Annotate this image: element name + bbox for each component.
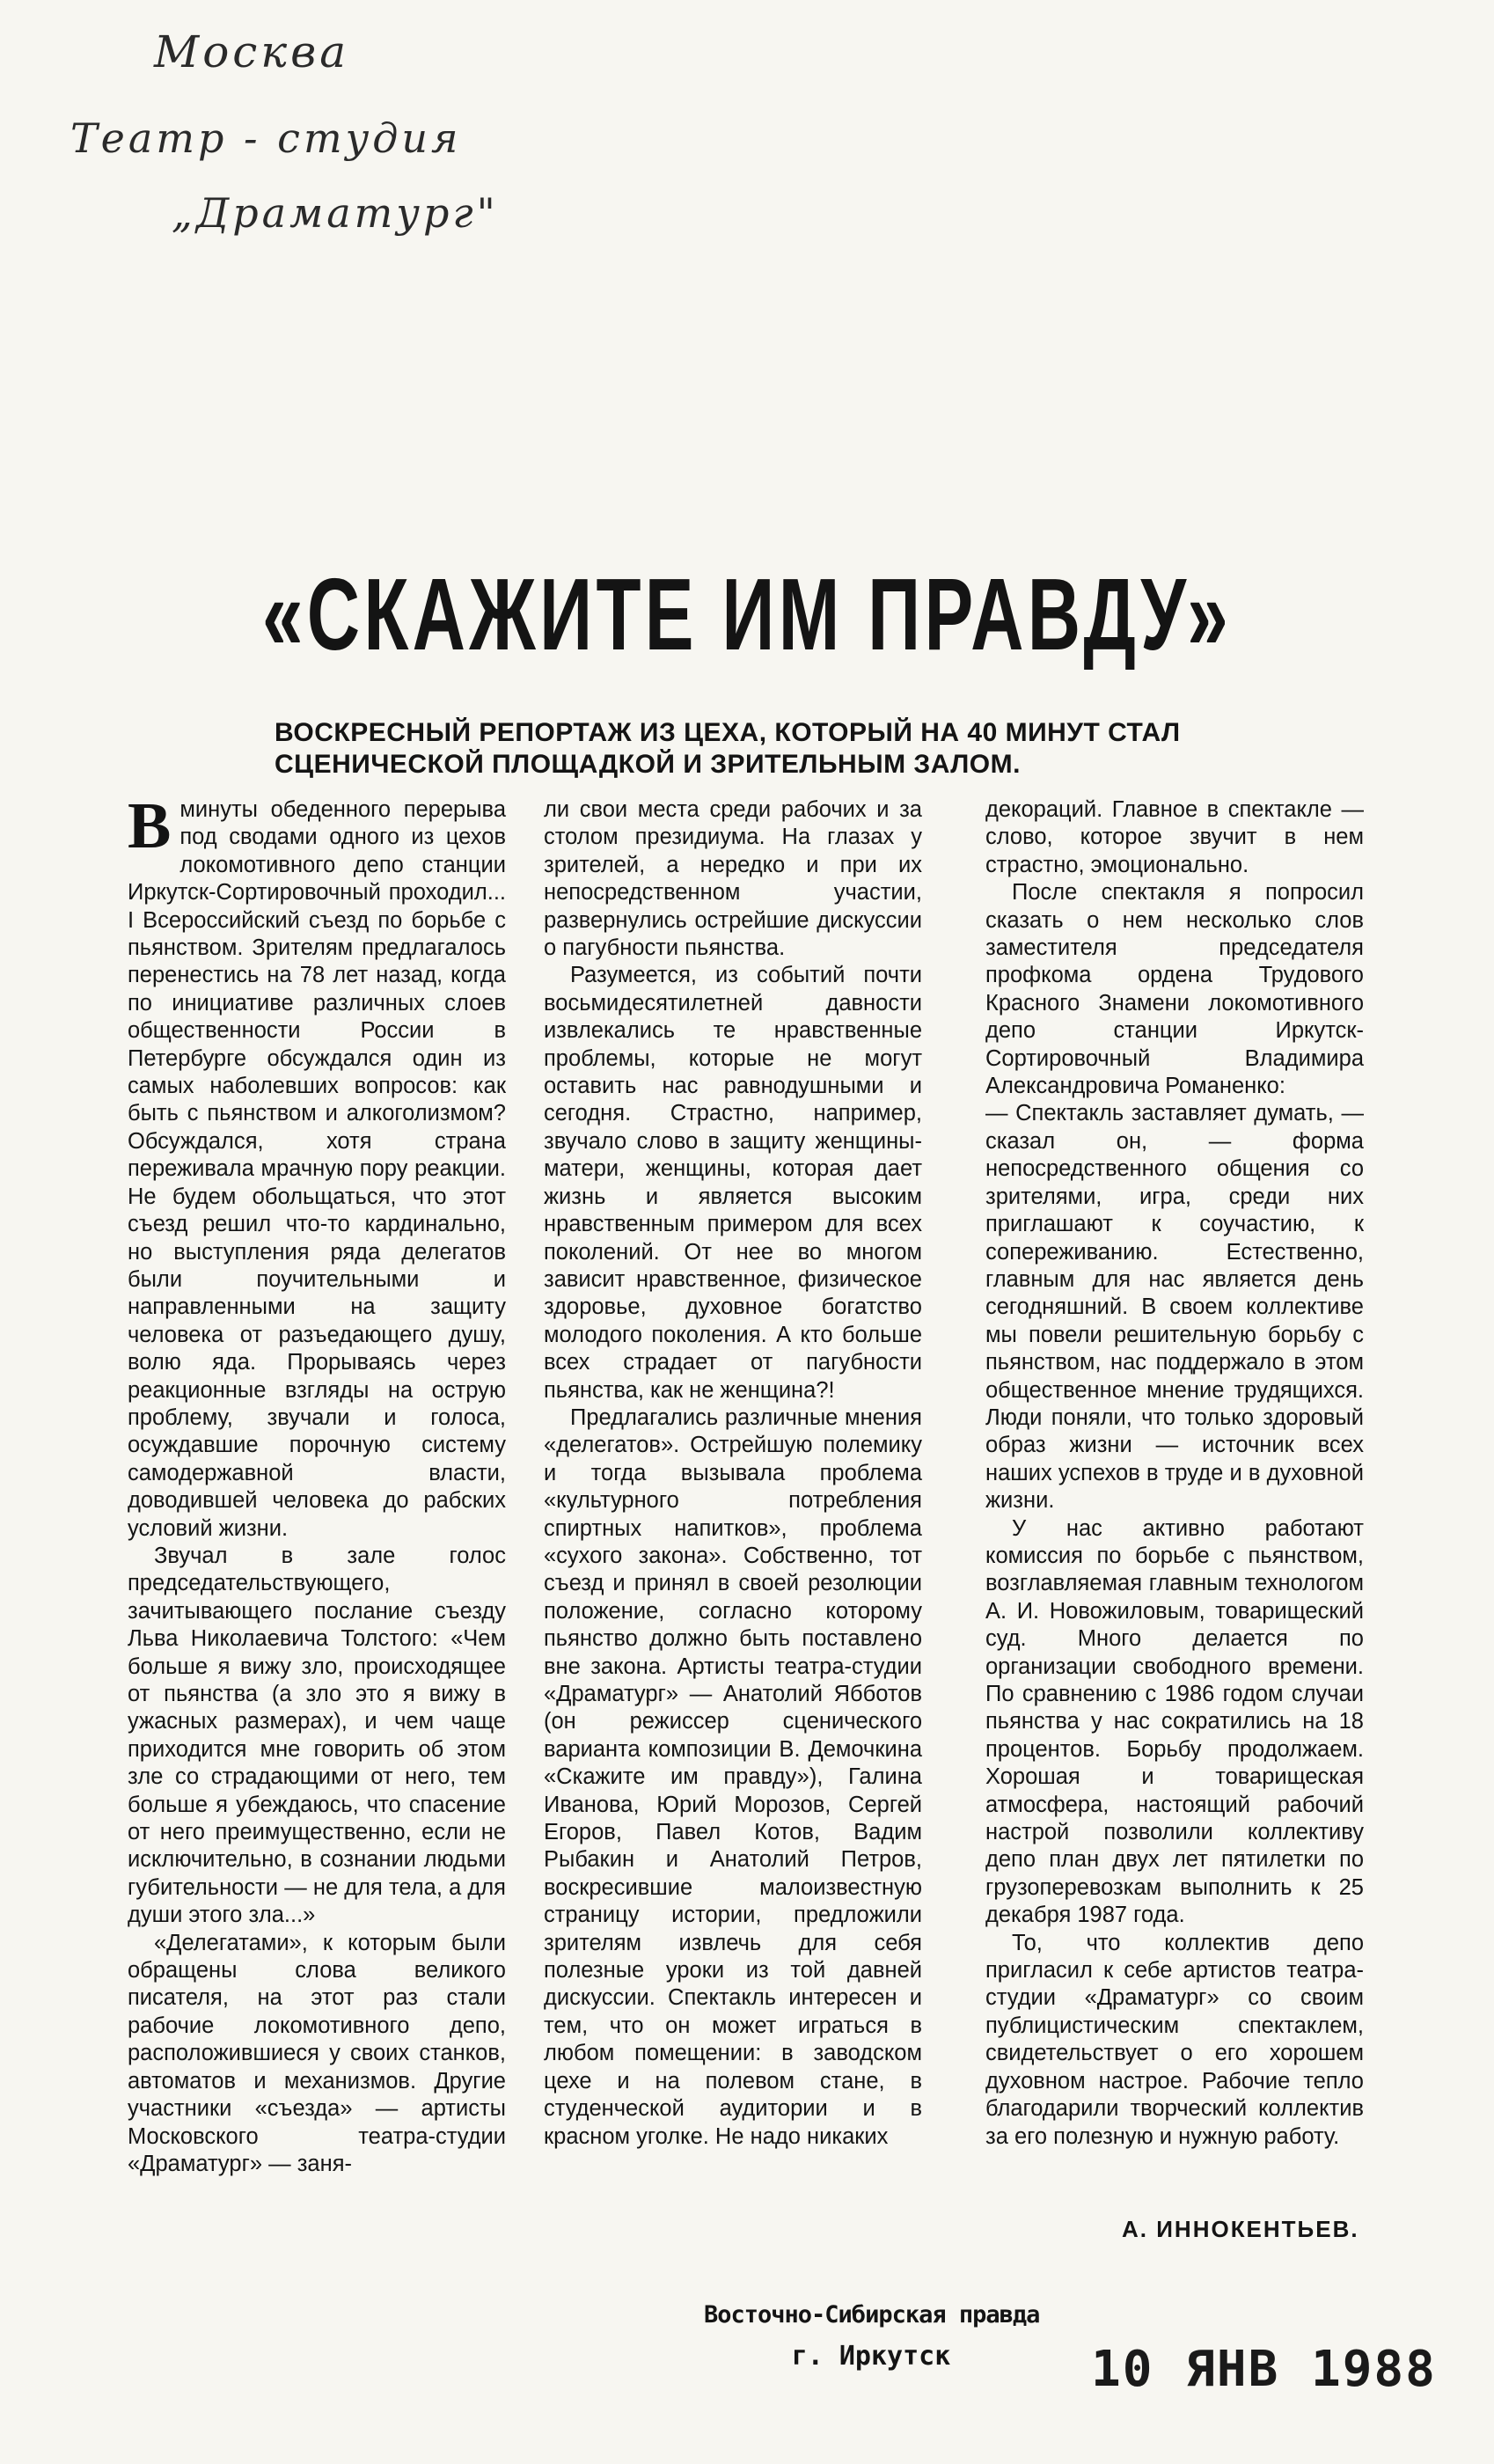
paragraph: — Спектакль заставляет думать, — сказал он, — форма непосредственного общения со зрителями, игра, среди них приглашают к соучастию, к сопереживанию. Естественно, главным для нас является день сегодняшний. В своем коллективе мы повели решительную борьбу с пьянством, нас поддержало в этом общественное мнение трудящихся. Люди поняли, что только здоровый образ жизни — источник всех наших успехов в труде и в духовной жизни. — [985, 1101, 1364, 1514]
stamp-newspaper-name: Восточно-Сибирская правда — [704, 2301, 1040, 2328]
author-signature: А. ИННОКЕНТЬЕВ. — [1122, 2216, 1359, 2242]
article-column-1 — [128, 790, 506, 2178]
article-headline: «СКАЖИТЕ ИМ ПРАВДУ» — [261, 557, 1233, 671]
drop-cap: В — [128, 790, 172, 862]
paragraph: минуты обеденного перерыва под сводами одного из цехов локомотивного депо станции Иркутск-Сортировочный проходил... I Всероссийский съезд по борьбе с пьянством. Зрителям предлагалось перенестись на 78 лет назад, когда по инициативе различных слоев общественности России в Петербурге обсуждался один из самых наболевших вопросов: как быть с пьянством и алкоголизмом? Обсуждался, хотя страна переживала мрачную пору реакции. Не будем обольщаться, что этот съезд решил что-то кардинально, но выступления ряда делегатов были поучительными и направленными на защиту человека от разъедающего душу, волю яда. Прорываясь через реакционные взгляды на острую проблему, звучали и голоса, осуждавшие порочную систему самодержавной власти, доводившей человека до рабских условий жизни. — [128, 797, 506, 1541]
article-column-2 — [544, 796, 922, 2151]
stamp-date: 10 ЯНВ 1988 — [1091, 2341, 1437, 2398]
paragraph: Звучал в зале голос председательствующего, зачитывающего послание съезду Льва Николаевича Толстого: «Чем больше я вижу зло, происходящее от пьянства (а зло это я вижу в ужасных размерах), и чем чаще приходится мне говорить об этом зле со страдающими от него, тем больше я убеждаюсь, что спасение от него преимущественно, если не исключительно, в сознании людьми губительности — не для тела, а для души этого зла...» — [128, 1543, 506, 1928]
paragraph: Разумеется, из событий почти восьмидесятилетней давности извлекались те нравственные проблемы, которые не могут оставить нас равнодушными и сегодня. Страстно, например, звучало слово в защиту женщины-матери, женщины, которая дает жизнь и является высоким нравственным примером для всех поколений. От нее во многом зависит нравственное, физическое здоровье, духовное богатство молодого поколения. А кто больше всех страдает от пагубности пьянства, как не женщина?! — [544, 963, 922, 1403]
paragraph: декораций. Главное в спектакле — слово, которое звучит в нем страстно, эмоционально. — [985, 797, 1364, 877]
stamp-city: г. Иркутск — [791, 2341, 951, 2372]
paragraph: ли свои места среди рабочих и за столом президиума. На глазах у зрителей, а нередко и при их непосредственном участии, развернулись острейшие дискуссии о пагубности пьянства. — [544, 797, 922, 961]
handwritten-note-studio-name: „Драматург" — [172, 189, 499, 237]
paragraph: То, что коллектив депо пригласил к себе артистов театра-студии «Драматург» со своим публицистическим спектаклем, свидетельствует о его хорошем духовном настрое. Рабочие тепло благодарили творческий коллектив за его полезную и нужную работу. — [985, 1930, 1364, 2149]
handwritten-note-theatre: Театр - студия — [70, 114, 462, 162]
paragraph: У нас активно работают комиссия по борьбе с пьянством, возглавляемая главным технологом А. И. Новожиловым, товарищеский суд. Много делается по организации свободного времени. По сравнению с 1986 годом случаи пьянства у нас сократились на 18 процентов. Борьбу продолжаем. Хорошая и товарищеская атмосфера, настоящий рабочий настрой позволили коллективу депо план двух лет пятилетки по грузоперевозкам выполнить к 25 декабря 1987 года. — [985, 1515, 1364, 1928]
paragraph: После спектакля я попросил сказать о нем несколько слов заместителя председателя профкома ордена Трудового Красного Знамени локомотивного депо станции Иркутск-Сортировочный Владимира Александровича Романенко: — [985, 880, 1364, 1099]
article-subhead: ВОСКРЕСНЫЙ РЕПОРТАЖ ИЗ ЦЕХА, КОТОРЫЙ НА 40 МИНУТ СТАЛ СЦЕНИЧЕСКОЙ ПЛОЩАДКОЙ И ЗРИТЕЛЬНЫМ ЗАЛОМ. — [275, 718, 1181, 779]
paragraph: «Делегатами», к которым были обращены слова великого писателя, на этот раз стали рабочие локомотивного депо, расположившиеся у своих станков, автоматов и механизмов. Другие участники «съезда» — артисты Московского театра-студии «Драматург» — заня- — [128, 1930, 506, 2176]
paragraph: Предлагались различные мнения «делегатов». Острейшую полемику и тогда вызывала проблема «культурного потребления спиртных напитков», проблема «сухого закона». Собственно, тот съезд и принял в своей резолюции положение, согласно которому пьянство должно быть поставлено вне закона. Артисты театра-студии «Драматург» — Анатолий Ябботов (он режиссер сценического варианта композиции В. Демочкина «Скажите им правду»), Галина Иванова, Юрий Морозов, Сергей Егоров, Павел Котов, Вадим Рыбакин и Анатолий Петров, воскресившие малоизвестную страницу истории, предложили зрителям извлечь для себя полезные уроки из той давней дискуссии. Спектакль интересен и тем, что он может играться в любом помещении: в заводском цехе и на полевом стане, в студенческой аудитории и в красном уголке. Не надо никаких — [544, 1404, 922, 2149]
handwritten-note-city: Москва — [154, 26, 350, 77]
article-column-3 — [985, 796, 1364, 2151]
